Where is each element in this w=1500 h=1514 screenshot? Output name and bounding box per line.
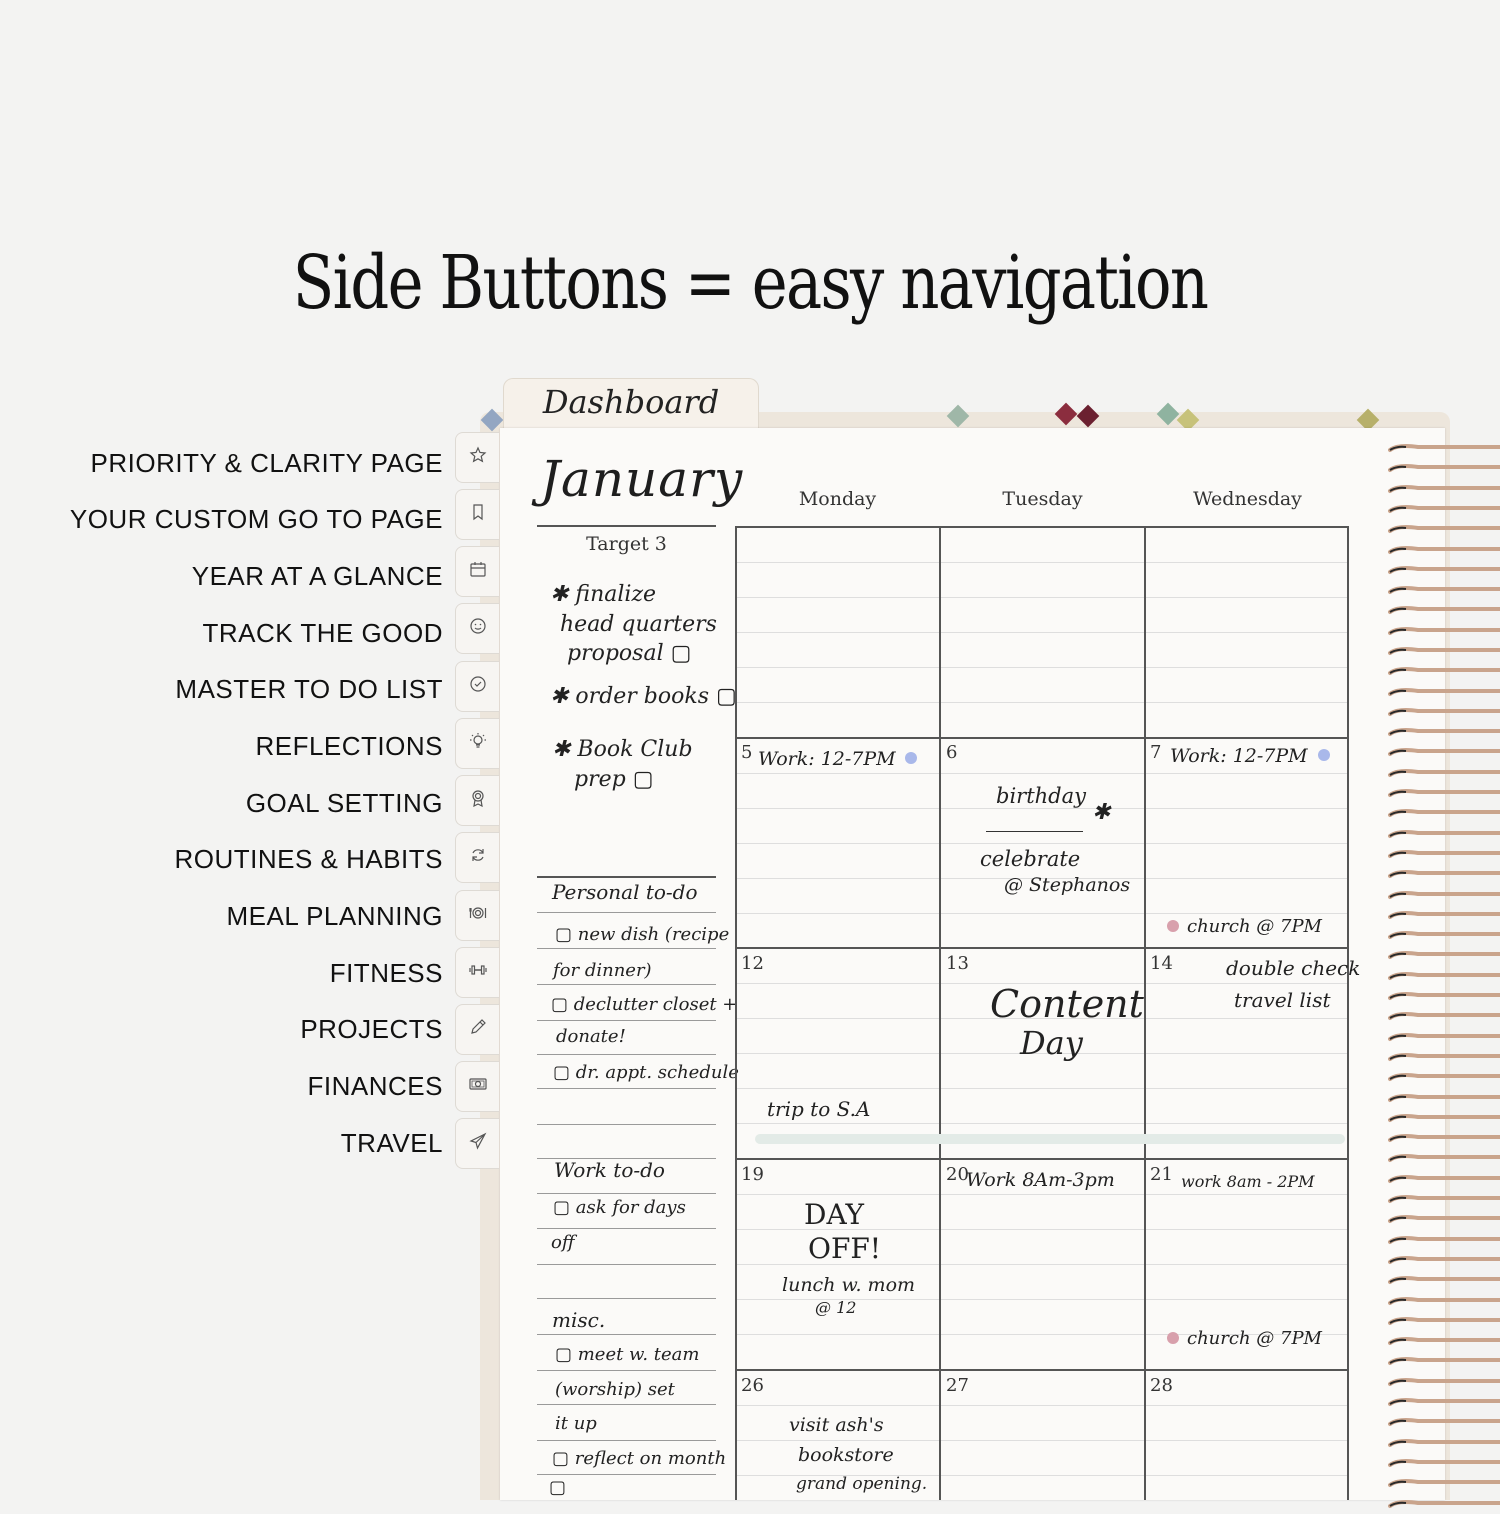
entry-content: Content [990,982,1144,1026]
side-tab-routines-habits[interactable] [455,832,499,883]
spiral-coil [1388,684,1500,693]
spiral-coil [1388,1293,1500,1302]
rule [537,912,716,913]
entry-day-off: OFF! [808,1232,882,1265]
side-tab-priority-clarity-page[interactable] [455,432,499,483]
spiral-coil [1388,1008,1500,1017]
date-number: 21 [1150,1164,1173,1185]
date-number: 12 [741,953,764,974]
pattern-diamond [1077,405,1100,428]
airplane-icon [469,1132,487,1155]
spiral-coil [1388,521,1500,530]
side-tab-track-the-good[interactable] [455,603,499,654]
entry-grand-opening: grand opening. [796,1474,928,1494]
rule [537,1020,716,1021]
nav-label-finances[interactable]: FINANCES [307,1071,443,1101]
side-tab-travel[interactable] [455,1118,499,1169]
spiral-coil [1388,887,1500,896]
grid-divider [735,947,1349,949]
spiral-coil [1388,460,1500,469]
todo-item: (worship) set [555,1379,675,1400]
todo-item: ▢ declutter closet + [551,994,738,1015]
spiral-coil [1388,501,1500,510]
spiral-coil [1388,623,1500,632]
church-dot [1167,920,1179,932]
grid-divider [735,737,1349,739]
spiral-coil [1388,724,1500,733]
spiral-coil [1388,947,1500,956]
rule [537,1054,716,1055]
date-number: 28 [1150,1375,1173,1396]
target-item: ✱ finalize [550,582,657,607]
spiral-coil [1388,826,1500,835]
check-circle-icon [469,675,487,698]
lightbulb-icon [469,732,487,755]
nav-label-reflections[interactable]: REFLECTIONS [255,731,443,761]
star-icon [469,446,487,469]
spiral-coil [1388,866,1500,875]
spiral-coil [1388,1272,1500,1281]
nav-label-track-the-good[interactable]: TRACK THE GOOD [202,618,443,648]
pattern-diamond [1157,403,1180,426]
entry-location: @ Stephanos [1004,874,1131,896]
nav-label-your-custom-go-to-page[interactable]: YOUR CUSTOM GO TO PAGE [69,504,443,534]
rule [537,876,716,878]
headline: Side Buttons = easy navigation [292,240,1208,326]
grid-divider [735,1158,1349,1160]
spiral-coil [1388,968,1500,977]
entry-work: Work 8Am-3pm [966,1169,1115,1191]
rule [537,984,716,985]
side-tab-finances[interactable] [455,1061,499,1112]
spiral-coil [1388,1313,1500,1322]
spiral-coil [1388,1252,1500,1261]
bookmark-icon [469,503,487,526]
nav-label-year-at-a-glance[interactable]: YEAR AT A GLANCE [191,561,443,591]
spiral-coil [1388,643,1500,652]
smiley-icon [469,617,487,640]
spiral-coil [1388,1435,1500,1444]
rule [537,1404,716,1405]
date-number: 26 [741,1375,764,1396]
nav-label-master-to-do-list[interactable]: MASTER TO DO LIST [175,674,443,704]
entry-trip: trip to S.A [767,1097,871,1121]
dashboard-tab[interactable]: Dashboard [503,378,759,428]
side-tab-year-at-a-glance[interactable] [455,546,499,597]
spiral-coil [1388,1029,1500,1038]
date-number: 13 [946,953,969,974]
spiral-coil [1388,1353,1500,1362]
day-header-monday: Monday [798,488,877,510]
side-tab-master-to-do-list[interactable] [455,661,499,712]
spiral-coil [1388,1475,1500,1484]
spiral-coil [1388,562,1500,571]
nav-label-goal-setting[interactable]: GOAL SETTING [245,788,443,818]
entry-work: Work: 12-7PM [758,748,896,770]
rule [537,1193,716,1194]
entry-work: work 8am - 2PM [1181,1172,1315,1191]
nav-label-priority-clarity-page[interactable]: PRIORITY & CLARITY PAGE [90,448,443,478]
asterisk-mark: ✱ [1092,800,1111,825]
rule [537,1264,716,1265]
entry-double-check: double check [1226,956,1361,980]
spiral-coil [1388,602,1500,611]
spiral-coil [1388,1171,1500,1180]
month-title: January [540,450,744,508]
spiral-coil [1388,1191,1500,1200]
plate-icon [469,904,487,927]
award-icon [469,789,487,812]
spiral-coil [1388,704,1500,713]
side-tab-projects[interactable] [455,1004,499,1055]
pattern-diamond [947,405,970,428]
spiral-coil [1388,907,1500,916]
todo-item: ▢ ask for days [553,1197,686,1218]
date-number: 27 [946,1375,969,1396]
rule [537,1440,716,1441]
spiral-coil [1388,1455,1500,1464]
spiral-coil [1388,1232,1500,1241]
spiral-coil [1388,1110,1500,1119]
rule [537,1124,716,1125]
underline [986,831,1083,832]
todo-item: it up [555,1413,597,1434]
target-title: Target 3 [586,533,667,555]
spiral-coil [1388,582,1500,591]
spiral-coil [1388,1049,1500,1058]
todo-item: ▢ dr. appt. schedule [553,1062,739,1083]
spiral-coil [1388,988,1500,997]
entry-work: Work: 12-7PM [1170,745,1308,767]
target-item: prep ▢ [574,767,654,792]
work-todo-title: Work to-do [554,1158,665,1182]
spiral-coil [1388,481,1500,490]
work-dot [905,752,917,764]
entry-birthday: birthday [996,784,1086,808]
pencil-icon [469,1018,487,1041]
rule [537,525,716,527]
spiral-coil [1388,785,1500,794]
side-tab-fitness[interactable] [455,947,499,998]
trip-span-bar [755,1134,1345,1144]
spiral-coil [1388,542,1500,551]
spiral-coil [1388,1090,1500,1099]
entry-day: Day [1020,1024,1083,1062]
side-tab-meal-planning[interactable] [455,890,499,941]
entry-church: church @ 7PM [1187,1328,1322,1349]
entry-day-off: DAY [804,1198,865,1231]
rule [537,948,716,949]
spiral-coil [1388,1069,1500,1078]
entry-visit: visit ash's [789,1414,884,1436]
rule [537,1298,716,1299]
misc-title: misc. [552,1308,606,1332]
spiral-coil [1388,1130,1500,1139]
entry-lunch: lunch w. mom [782,1274,916,1296]
spiral-coil [1388,1414,1500,1423]
date-number: 6 [946,742,958,763]
rule [537,1088,716,1089]
target-item: proposal ▢ [567,641,692,666]
target-item: ✱ order books ▢ [550,684,737,709]
spiral-coil [1388,805,1500,814]
church-dot [1167,1332,1179,1344]
entry-celebrate: celebrate [980,847,1081,871]
spiral-coil [1388,846,1500,855]
spiral-coil [1388,927,1500,936]
spiral-coil [1388,1333,1500,1342]
todo-item: for dinner) [553,960,652,981]
money-icon [469,1075,487,1098]
todo-item: off [551,1232,575,1253]
target-item: ✱ Book Club [552,737,693,762]
calendar-icon [469,560,487,583]
spiral-coil [1388,744,1500,753]
nav-label-routines-habits[interactable]: ROUTINES & HABITS [174,844,443,874]
target-item: head quarters [560,612,717,637]
nav-label-travel[interactable]: TRAVEL [340,1128,443,1158]
todo-item: ▢ reflect on month [552,1448,727,1469]
side-tab-reflections[interactable] [455,718,499,769]
spiral-coil [1388,1211,1500,1220]
todo-item: donate! [556,1026,626,1047]
dumbbell-icon [469,961,487,984]
side-tab-goal-setting[interactable] [455,775,499,826]
rule [537,1474,716,1475]
entry-bookstore: bookstore [798,1444,894,1466]
nav-label-projects[interactable]: PROJECTS [300,1014,443,1044]
rule [537,1228,716,1229]
rule [537,1370,716,1371]
rule [537,1334,716,1335]
date-number: 5 [741,742,753,763]
grid-divider [939,526,941,1500]
nav-label-fitness[interactable]: FITNESS [329,958,443,988]
refresh-icon [469,846,487,869]
grid-divider [735,1369,1349,1371]
nav-label-meal-planning[interactable]: MEAL PLANNING [226,901,443,931]
side-tab-your-custom-go-to-page[interactable] [455,489,499,540]
entry-lunch-time: @ 12 [815,1298,857,1317]
date-number: 7 [1150,742,1162,763]
work-dot [1318,749,1330,761]
entry-church: church @ 7PM [1187,916,1322,937]
spiral-coil [1388,1150,1500,1159]
date-number: 14 [1150,953,1173,974]
spiral-coil [1388,1394,1500,1403]
grid-divider [1144,526,1146,1500]
date-number: 19 [741,1164,764,1185]
spiral-coil [1388,765,1500,774]
day-header-tuesday: Tuesday [1002,488,1083,510]
spiral-coil [1388,1496,1500,1505]
spiral-coil [1388,1374,1500,1383]
pattern-diamond [1055,403,1078,426]
todo-item: ▢ [549,1477,567,1498]
todo-item: ▢ new dish (recipe [555,924,730,945]
personal-todo-title: Personal to-do [552,880,698,904]
spiral-coil [1388,663,1500,672]
spiral-coil [1388,440,1500,449]
date-number: 20 [946,1164,969,1185]
day-header-wednesday: Wednesday [1193,488,1302,510]
entry-travel-list: travel list [1234,988,1331,1012]
todo-item: ▢ meet w. team [555,1344,700,1365]
